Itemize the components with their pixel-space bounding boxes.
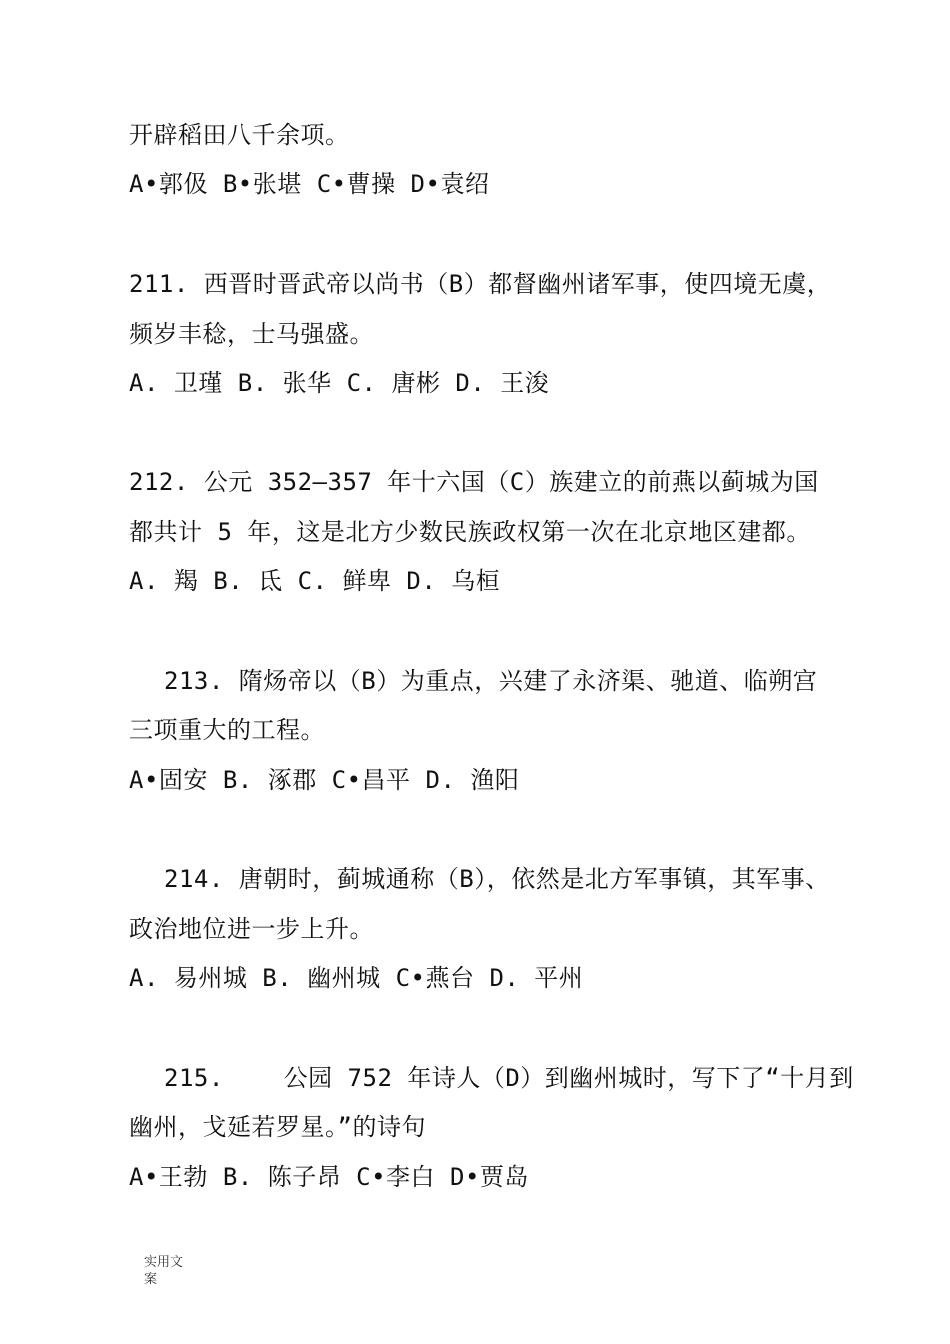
q214-question-line1: 214. 唐朝时，蓟城通称（B），依然是北方军事镇，其军事、 — [164, 865, 830, 893]
q210-text-tail: 开辟稻田八千余项。 — [129, 121, 350, 149]
q215-question-line1: 215. 公园 752 年诗人（D）到幽州城时，写下了“十月到 — [164, 1064, 854, 1092]
q212-question-line2: 都共计 5 年，这是北方少数民族政权第一次在北京地区建都。 — [129, 518, 811, 546]
q213-options: A•固安 B. 涿郡 C•昌平 D. 渔阳 — [129, 766, 520, 794]
q213-question-line2: 三项重大的工程。 — [129, 716, 325, 744]
q212-question-line1: 212. 公元 352—357 年十六国（C）族建立的前燕以蓟城为国 — [129, 468, 819, 496]
q214-question-line2: 政治地位进一步上升。 — [129, 915, 374, 943]
q212-options: A. 羯 B. 氐 C. 鲜卑 D. 乌桓 — [129, 567, 501, 595]
q210-options: A•郭伋 B•张堪 C•曹操 D•袁绍 — [129, 170, 490, 198]
q213-question-line1: 213. 隋炀帝以（B）为重点，兴建了永济渠、驰道、临朔宫 — [164, 667, 818, 695]
footer-label-line2: 案 — [144, 1272, 158, 1287]
q215-options: A•王勃 B. 陈子昂 C•李白 D•贾岛 — [129, 1163, 529, 1191]
q211-question-line1: 211. 西晋时晋武帝以尚书（B）都督幽州诸军事，使四境无虞， — [129, 270, 832, 298]
q211-options: A. 卫瑾 B. 张华 C. 唐彬 D. 王浚 — [129, 369, 550, 397]
q214-options: A. 易州城 B. 幽州城 C•燕台 D. 平州 — [129, 964, 584, 992]
q215-question-line2: 幽州，戈延若罗星。”的诗句 — [129, 1113, 426, 1141]
footer-label-line1: 实用文 — [144, 1255, 184, 1270]
q211-question-line2: 频岁丰稔，士马强盛。 — [129, 320, 374, 348]
